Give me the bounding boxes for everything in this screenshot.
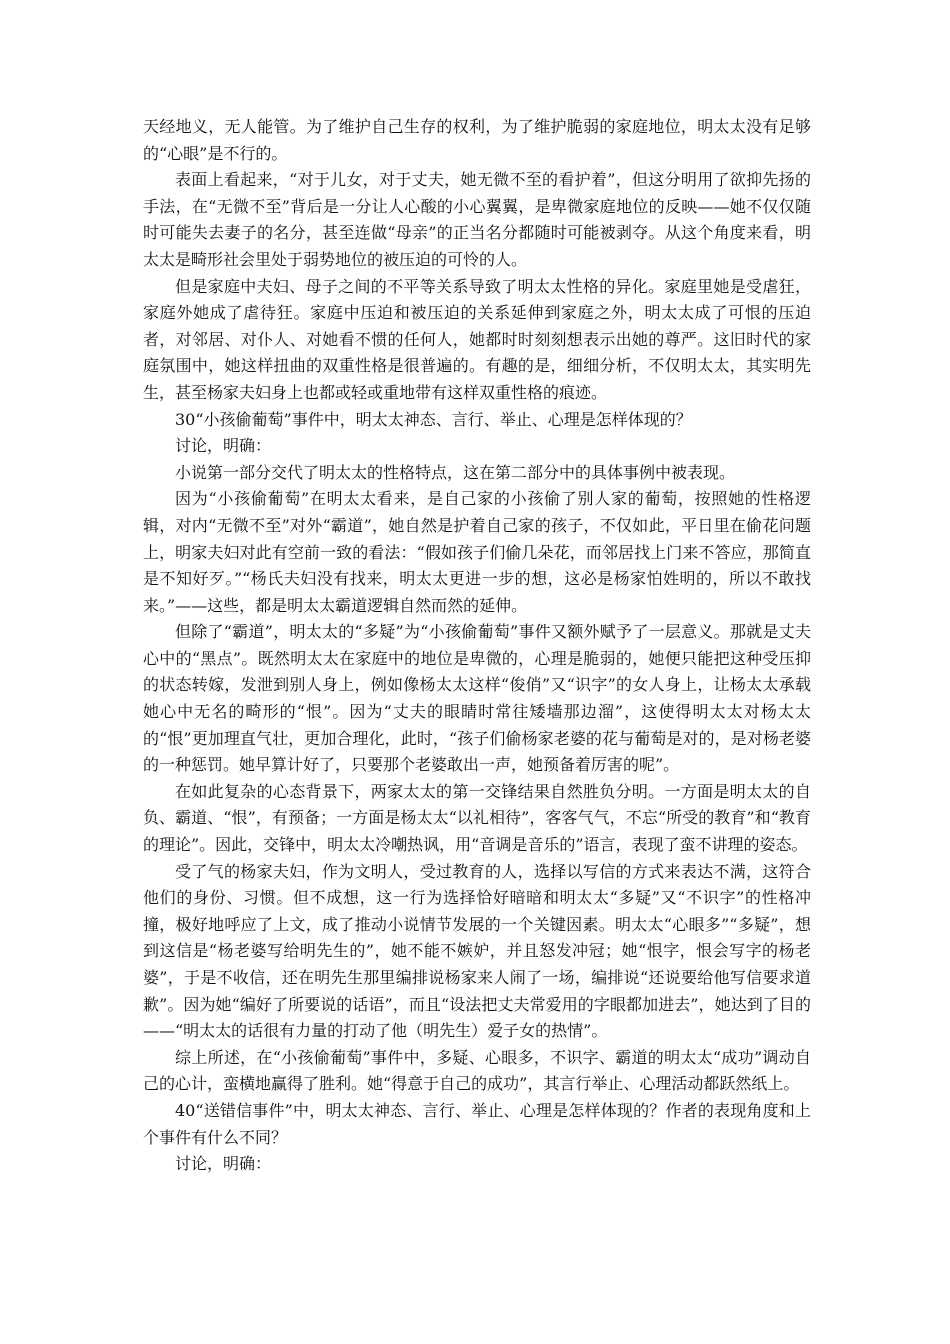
document-page: [143, 114, 811, 1178]
paragraph-continuation: 天经地义，无人能管。为了维护自己生存的权利，为了维护脆弱的家庭地位，明太太没有足够的“心眼”是不行的。: [143, 117, 811, 163]
paragraph: 但除了“霸道”，明太太的“多疑”为“小孩偷葡萄”事件又额外赋予了一层意义。那就是丈夫心中的“黑点”。既然明太太在家庭中的地位是卑微的，心理是脆弱的，她便只能把这种受压抑的状态转嫁，发泄到别人身上，例如像杨太太这样“俊俏”又“识字”的女人身上，让杨太太承载她心中无名的畸形的“恨”。因为“丈夫的眼睛时常往矮墙那边溜”，这使得明太太对杨太太的“恨”更加理直气壮，更加合理化，此时，“孩子们偷杨家老婆的花与葡萄是对的，是对杨老婆的一种惩罚。她早算计好了，只要那个老婆敢出一声，她预备着厉害的呢”。: [143, 622, 811, 775]
paragraph: 小说第一部分交代了明太太的性格特点，这在第二部分中的具体事例中被表现。: [175, 462, 736, 482]
paragraph: 但是家庭中夫妇、母子之间的不平等关系导致了明太太性格的异化。家庭里她是受虐狂，家庭外她成了虐待狂。家庭中压迫和被压迫的关系延伸到家庭之外，明太太成了可恨的压迫者，对邻居、对仆人、对她看不惯的任何人，她都时时刻刻想表示出她的尊严。这旧时代的家庭氛围中，她这样扭曲的双重性格是很普遍的。有趣的是，细细分析，不仅明太太，其实明先生，甚至杨家夫妇身上也都或轻或重地带有这样双重性格的痕迹。: [143, 276, 811, 402]
paragraph: 因为“小孩偷葡萄”在明太太看来，是自己家的小孩偷了别人家的葡萄，按照她的性格逻辑，对内“无微不至”对外“霸道”，她自然是护着自己家的孩子，不仅如此，平日里在偷花问题上，明家夫妇对此有空前一致的看法：“假如孩子们偷几朵花，而邻居找上门来不答应，那简直是不知好歹。”“杨氏夫妇没有找来，明太太更进一步的想，这必是杨家怕姓明的，所以不敢找来。”——这些，都是明太太霸道逻辑自然而然的延伸。: [143, 489, 811, 615]
paragraph: 表面上看起来，“对于儿女，对于丈夫，她无微不至的看护着”，但这分明用了欲抑先扬的手法，在“无微不至”背后是一分让人心酸的小心翼翼，是卑微家庭地位的反映——她不仅仅随时可能失去妻子的名分，甚至连做“母亲”的正当名分都随时可能被剥夺。从这个角度来看，明太太是畸形社会里处于弱势地位的被压迫的可怜的人。: [143, 170, 811, 269]
paragraph: 受了气的杨家夫妇，作为文明人，受过教育的人，选择以写信的方式来表达不满，这符合他们的身份、习惯。但不成想，这一行为选择恰好暗暗和明太太“多疑”又“不识字”的性格冲撞，极好地呼应了上文，成了推动小说情节发展的一个关键因素。明太太“心眼多”“多疑”，想到这信是“杨老婆写给明先生的”，她不能不嫉妒，并且怒发冲冠；她“恨字，恨会写字的杨老婆”，于是不收信，还在明先生那里编排说杨家来人闹了一场，编排说“还说要给他写信要求道歉”。因为她“编好了所要说的话语”，而且“设法把丈夫常爱用的字眼都加进去”，她达到了目的——“明太太的话很有力量的打动了他（明先生）爱子女的热情”。: [143, 861, 811, 1041]
paragraph: 在如此复杂的心态背景下，两家太太的第一交锋结果自然胜负分明。一方面是明太太的自负、霸道、“恨”，有预备；一方面是杨太太“以礼相待”，客客气气，不忘“所受的教育”和“教育的理论”。因此，交锋中，明太太冷嘲热讽，用“音调是音乐的”语言，表现了蛮不讲理的姿态。: [143, 781, 811, 855]
discussion-label: 讨论，明确：: [175, 436, 272, 456]
paragraph: 综上所述，在“小孩偷葡萄”事件中，多疑、心眼多，不识字、霸道的明太太“成功”调动自己的心计，蛮横地赢得了胜利。她“得意于自己的成功”，其言行举止、心理活动都跃然纸上。: [143, 1047, 811, 1094]
question-heading: 30“小孩偷葡萄”事件中，明太太神态、言行、举止、心理是怎样体现的？: [175, 409, 692, 429]
discussion-label: 讨论，明确：: [175, 1154, 272, 1174]
question-heading: 40“送错信事件”中，明太太神态、言行、举止、心理是怎样体现的？作者的表现角度和上个事件有什么不同？: [143, 1100, 811, 1147]
